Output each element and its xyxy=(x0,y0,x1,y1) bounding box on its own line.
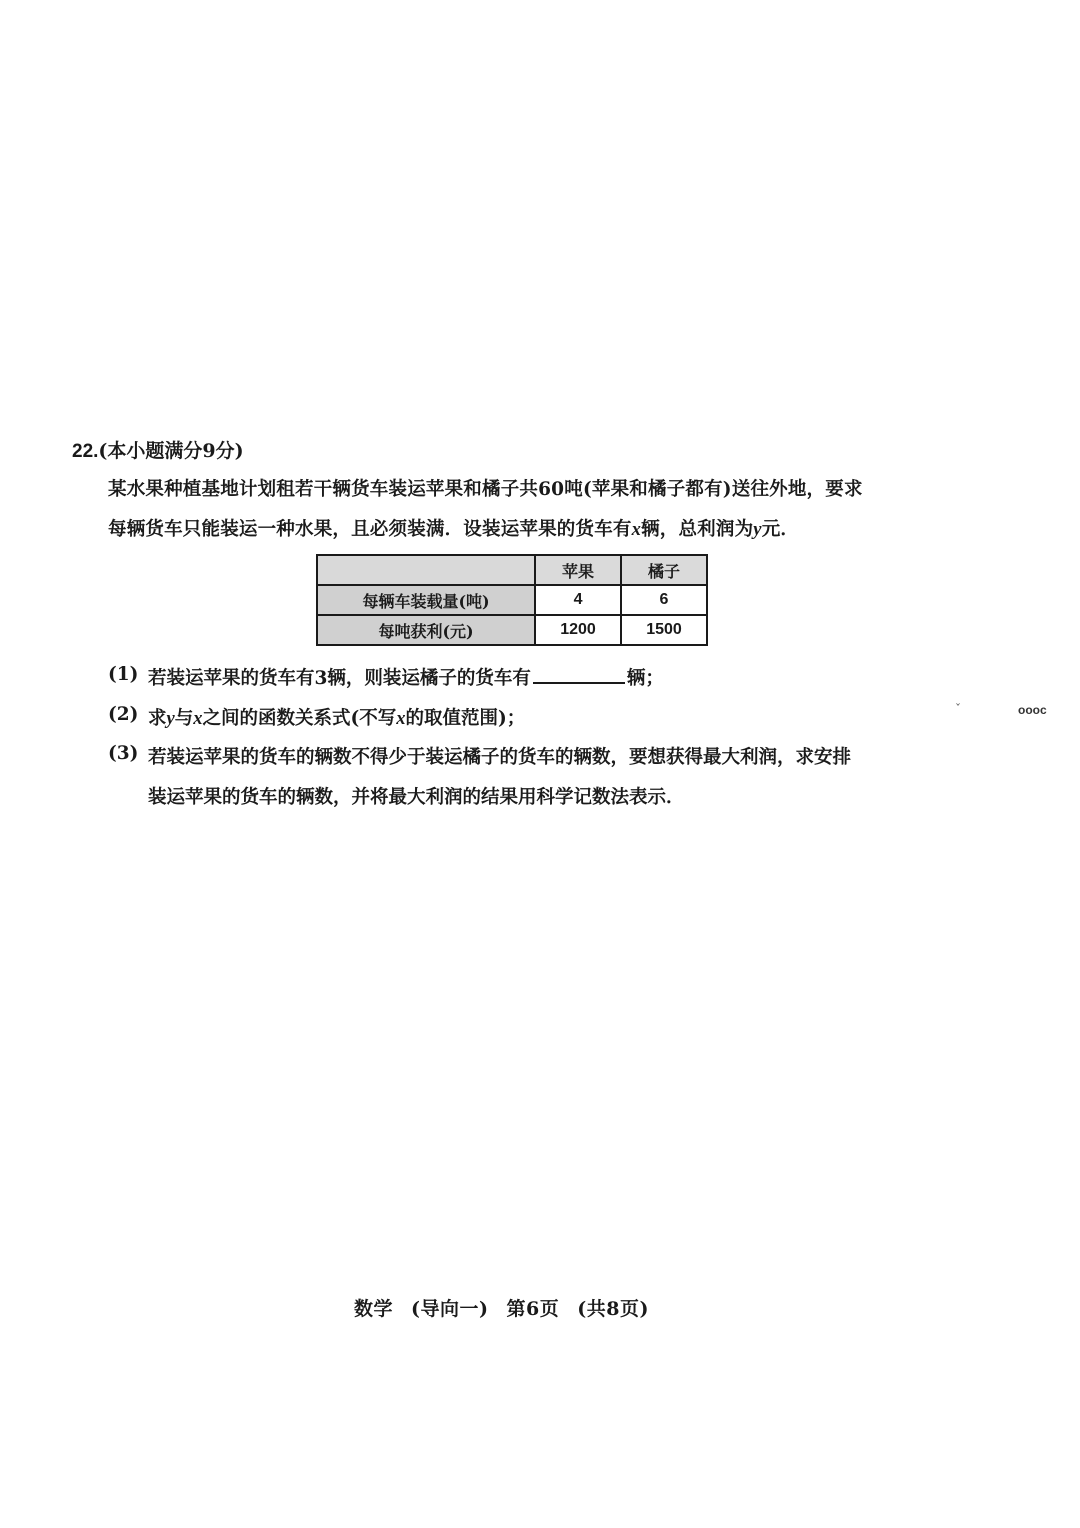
question-score-note: (本小题满分9分) xyxy=(98,440,244,462)
part-1-text-b: 辆； xyxy=(626,668,664,689)
variable-x: x xyxy=(396,709,406,729)
cell-orange-load: 6 xyxy=(621,585,707,615)
footer-subject: 数学 xyxy=(354,1298,394,1320)
question-stem-line-2 xyxy=(108,515,799,541)
row-label-profit: 每吨获利(元) xyxy=(317,615,535,645)
cell-apple-profit: 1200 xyxy=(535,615,621,645)
stem-text: 元． xyxy=(761,519,800,540)
part-1-label: (1) xyxy=(108,664,139,685)
footer-page: 第6页 xyxy=(506,1298,560,1320)
table-row xyxy=(317,585,707,615)
footer-edition: (导向一) xyxy=(411,1298,489,1320)
part-3-line-1: 若装运苹果的货车的辆数不得少于装运橘子的货车的辆数，要想获得最大利润，求安排 xyxy=(148,747,852,768)
answer-blank[interactable] xyxy=(533,664,625,684)
part-2-text-c: 之间的函数关系式(不写 xyxy=(202,708,397,729)
variable-y: y xyxy=(166,709,175,729)
fruit-data-table xyxy=(316,554,708,646)
column-header-orange: 橘子 xyxy=(621,555,707,585)
part-2-text-b: 与 xyxy=(174,708,194,729)
variable-x: x xyxy=(631,520,642,540)
scan-mark: ˇ xyxy=(955,702,961,716)
stem-text: 每辆货车只能装运一种水果，且必须装满．设装运苹果的货车有 xyxy=(108,519,632,540)
part-3-line-2: 装运苹果的货车的辆数，并将最大利润的结果用科学记数法表示． xyxy=(148,787,685,808)
cell-apple-load: 4 xyxy=(535,585,621,615)
part-2-label: (2) xyxy=(108,704,139,725)
part-2-text-a: 求 xyxy=(148,708,167,729)
part-2-text xyxy=(148,704,525,730)
page-footer xyxy=(354,1294,649,1321)
part-2-text-d: 的取值范围)； xyxy=(405,708,526,729)
row-label-load: 每辆车装载量(吨) xyxy=(317,585,535,615)
table-corner-cell xyxy=(317,555,535,585)
table-header-row xyxy=(317,555,707,585)
question-header xyxy=(72,436,244,463)
question-stem-line-1: 某水果种植基地计划租若干辆货车装运苹果和橘子共60吨(苹果和橘子都有)送往外地，要求 xyxy=(108,479,863,500)
stem-text: 辆，总利润为 xyxy=(641,519,754,540)
question-number: 22. xyxy=(72,441,99,462)
footer-total: (共8页) xyxy=(577,1298,649,1320)
scan-mark: oooc xyxy=(1018,703,1047,717)
variable-x: x xyxy=(193,709,203,729)
column-header-apple: 苹果 xyxy=(535,555,621,585)
variable-y: y xyxy=(753,520,762,540)
part-3-label: (3) xyxy=(108,743,139,764)
cell-orange-profit: 1500 xyxy=(621,615,707,645)
part-1-text-a: 若装运苹果的货车有3辆，则装运橘子的货车有 xyxy=(148,668,531,689)
table-row xyxy=(317,615,707,645)
part-1-text xyxy=(148,664,664,690)
